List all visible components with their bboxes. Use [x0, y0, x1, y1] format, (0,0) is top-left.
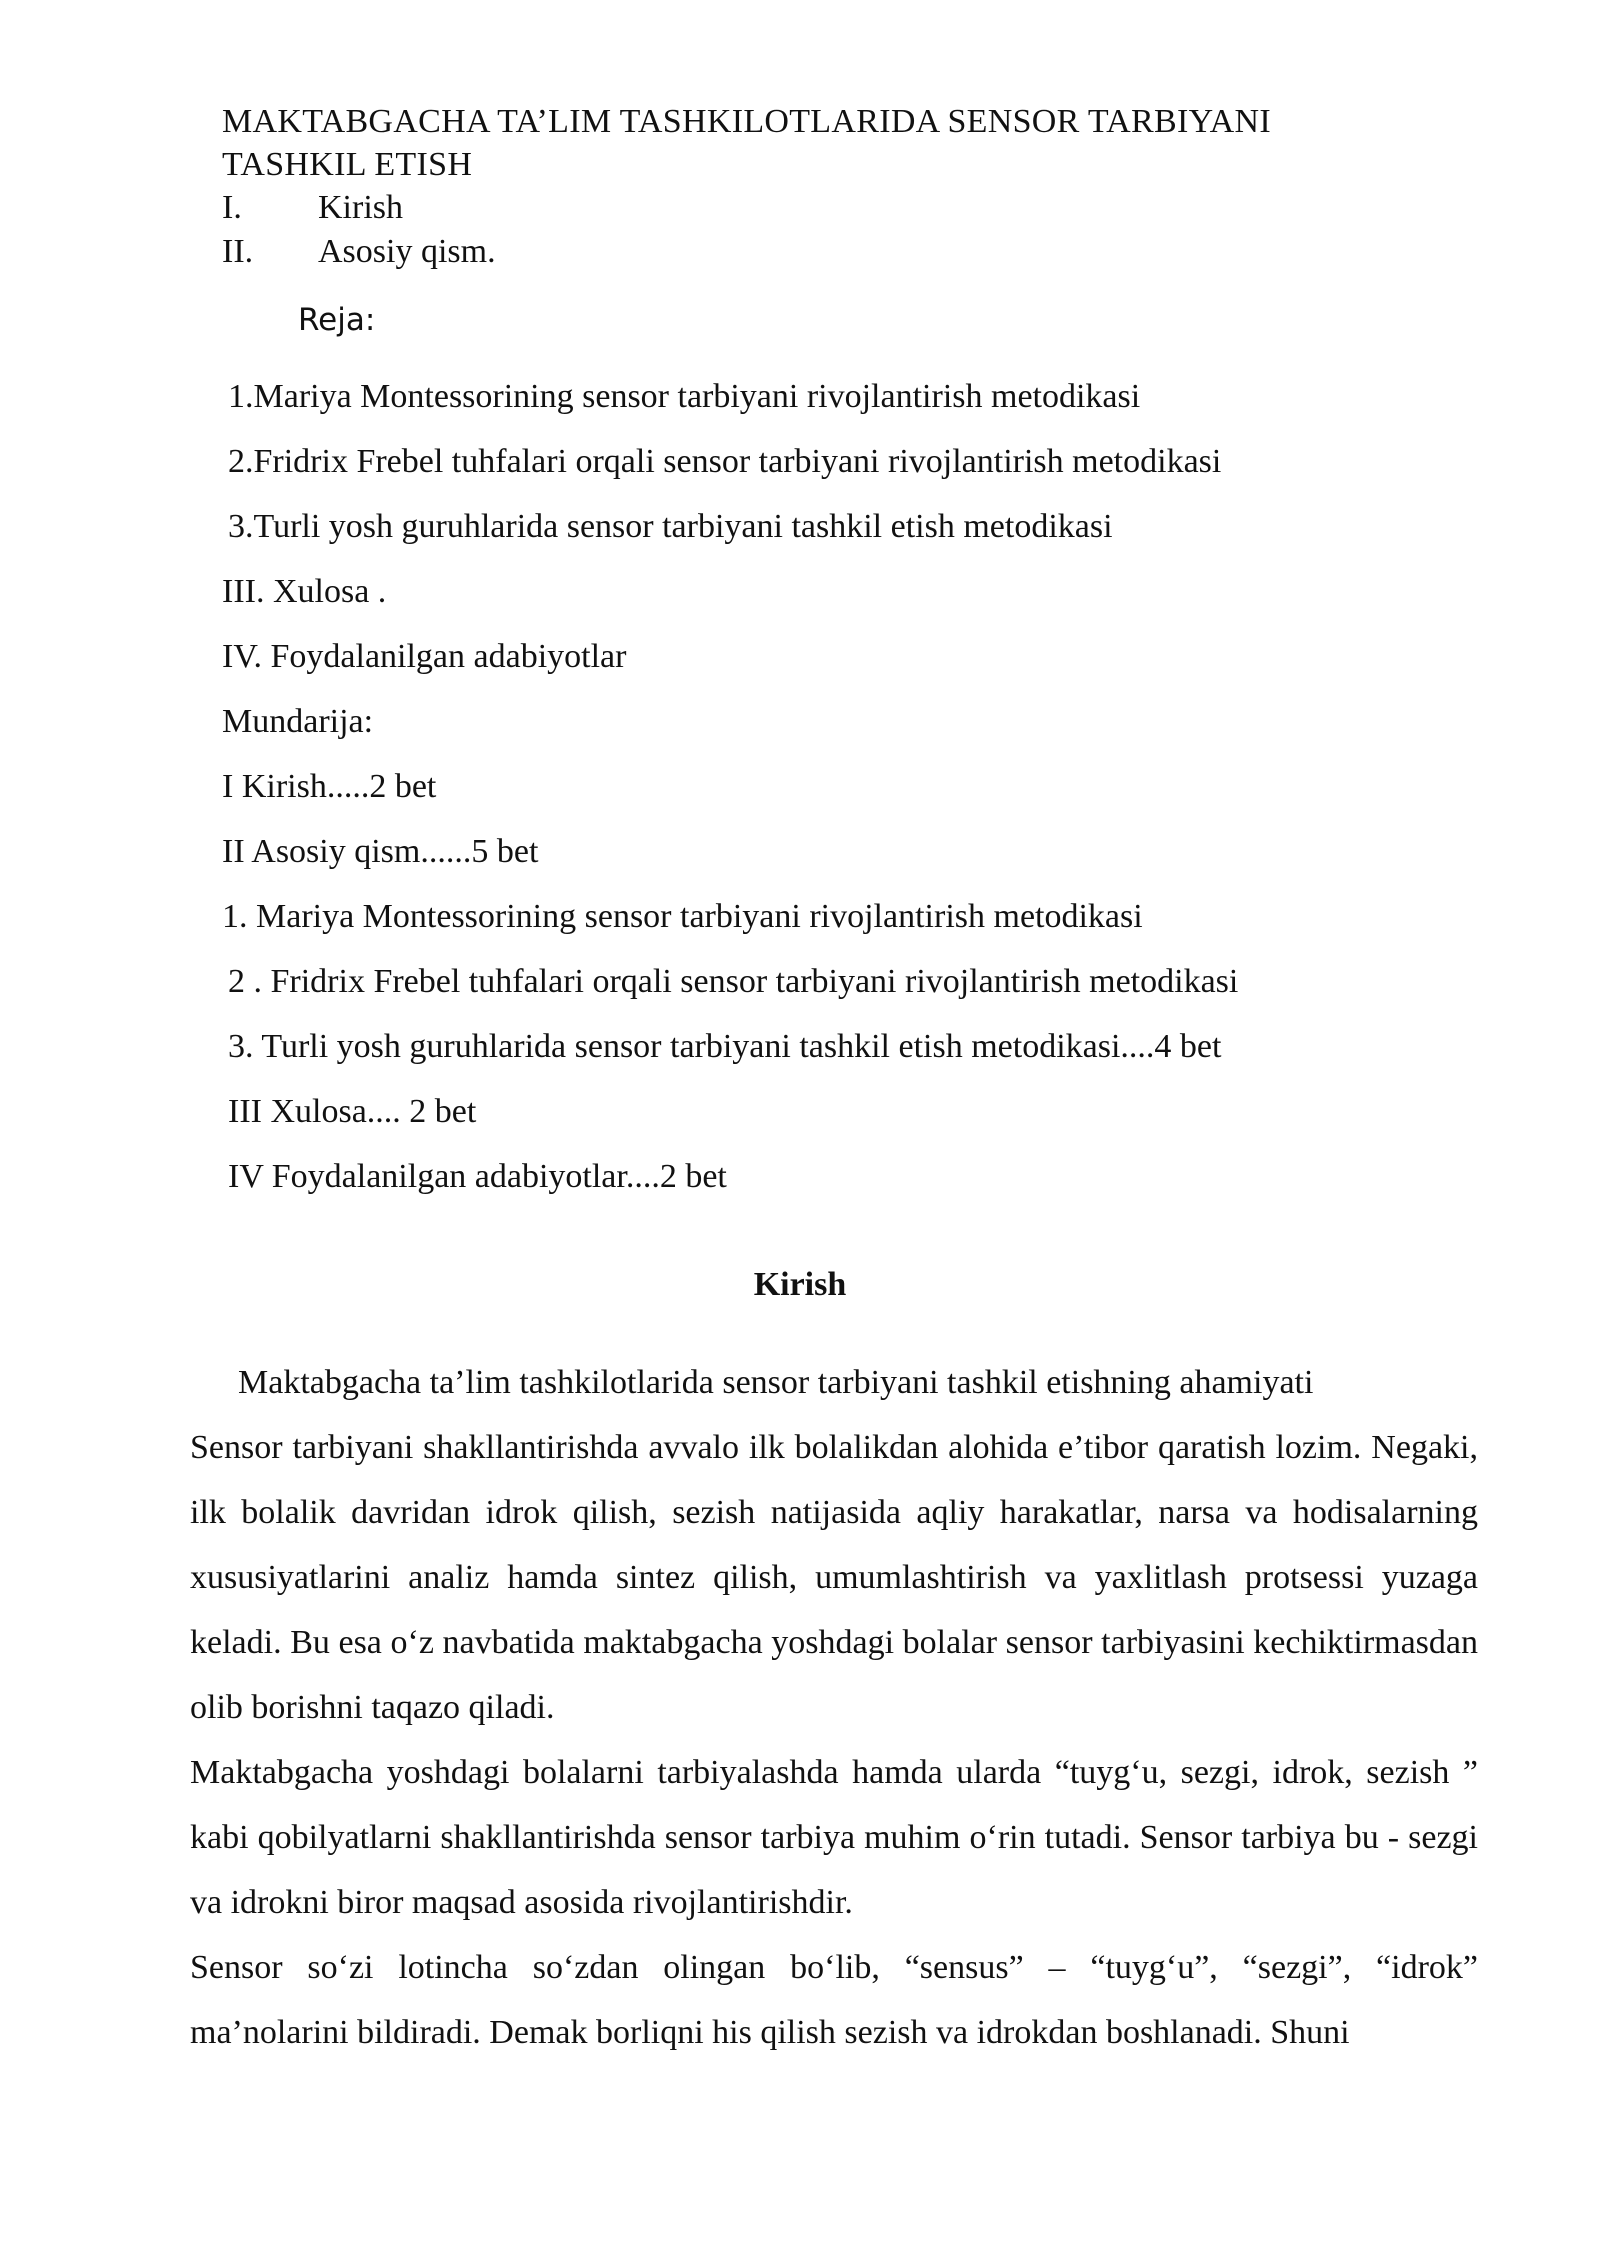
outline-item-1 [222, 186, 403, 229]
title-line-2: TASHKIL ETISH [222, 146, 473, 183]
plan-item: 3.Turli yosh guruhlarida sensor tarbiyani tashkil etish metodikasi [228, 508, 1113, 545]
contents-item: IV Foydalanilgan adabiyotlar....2 bet [228, 1158, 727, 1195]
title-line-1: MAKTABGACHA TA’LIM TASHKILOTLARIDA SENSOR TARBIYANI [222, 103, 1272, 140]
plan-item: III. Xulosa . [222, 573, 387, 610]
paragraph: Sensor so‘zi lotincha so‘zdan olingan bo‘lib, “sensus” – “tuyg‘u”, “sezgi”, “idrok” ma’nolarini bildiradi. Demak borliqni his qilish sezish va idrokdan boshlanadi. Shuni [190, 1949, 1478, 2051]
contents-item: II Asosiy qism......5 bet [222, 833, 539, 870]
contents-item: 1. Mariya Montessorining sensor tarbiyani rivojlantirish metodikasi [222, 898, 1143, 935]
plan-item: 1.Mariya Montessorining sensor tarbiyani rivojlantirish metodikasi [228, 378, 1141, 415]
outline-item-text: Asosiy qism. [318, 233, 496, 270]
document-title [222, 100, 1422, 186]
paragraph: Maktabgacha yoshdagi bolalarni tarbiyalashda hamda ularda “tuyg‘u, sezgi, idrok, sezish ” kabi qobilyatlarni shakllantirishda sensor tarbiya muhim o‘rin tutadi. Sensor tarbiya bu - sezgi va idrokni biror maqsad asosida rivojlantirishdir. [190, 1754, 1478, 1921]
contents-label: Mundarija: [222, 703, 374, 740]
body-text [190, 1350, 1478, 2065]
plan-label: Reja: [298, 302, 376, 338]
outline-item-2 [222, 230, 496, 273]
outline-item-number: I. [222, 189, 242, 226]
paragraph: Maktabgacha ta’lim tashkilotlarida sensor tarbiyani tashkil etishning ahamiyati [238, 1364, 1314, 1401]
plan-item: 2.Fridrix Frebel tuhfalari orqali sensor tarbiyani rivojlantirish metodikasi [228, 443, 1222, 480]
outline-item-text: Kirish [318, 189, 403, 226]
contents-item: I Kirish.....2 bet [222, 768, 437, 805]
plan-item: IV. Foydalanilgan adabiyotlar [222, 638, 627, 675]
outline-item-number: II. [222, 233, 254, 270]
contents-item: 3. Turli yosh guruhlarida sensor tarbiyani tashkil etish metodikasi....4 bet [228, 1028, 1222, 1065]
contents-item: 2 . Fridrix Frebel tuhfalari orqali sensor tarbiyani rivojlantirish metodikasi [228, 963, 1239, 1000]
paragraph: Sensor tarbiyani shakllantirishda avvalo ilk bolalikdan alohida e’tibor qaratish lozim. Negaki, ilk bolalik davridan idrok qilish, sezish natijasida aqliy harakatlar, narsa va hodisalarning xususiyatlarini analiz hamda sintez qilish, umumlashtirish va yaxlitlash protsessi yuzaga keladi. Bu esa o‘z navbatida maktabgacha yoshdagi bolalar sensor tarbiyasini kechiktirmasdan olib borishni taqazo qiladi. [190, 1429, 1478, 1726]
contents-item: III Xulosa.... 2 bet [228, 1093, 477, 1130]
section-heading: Kirish [753, 1266, 847, 1303]
